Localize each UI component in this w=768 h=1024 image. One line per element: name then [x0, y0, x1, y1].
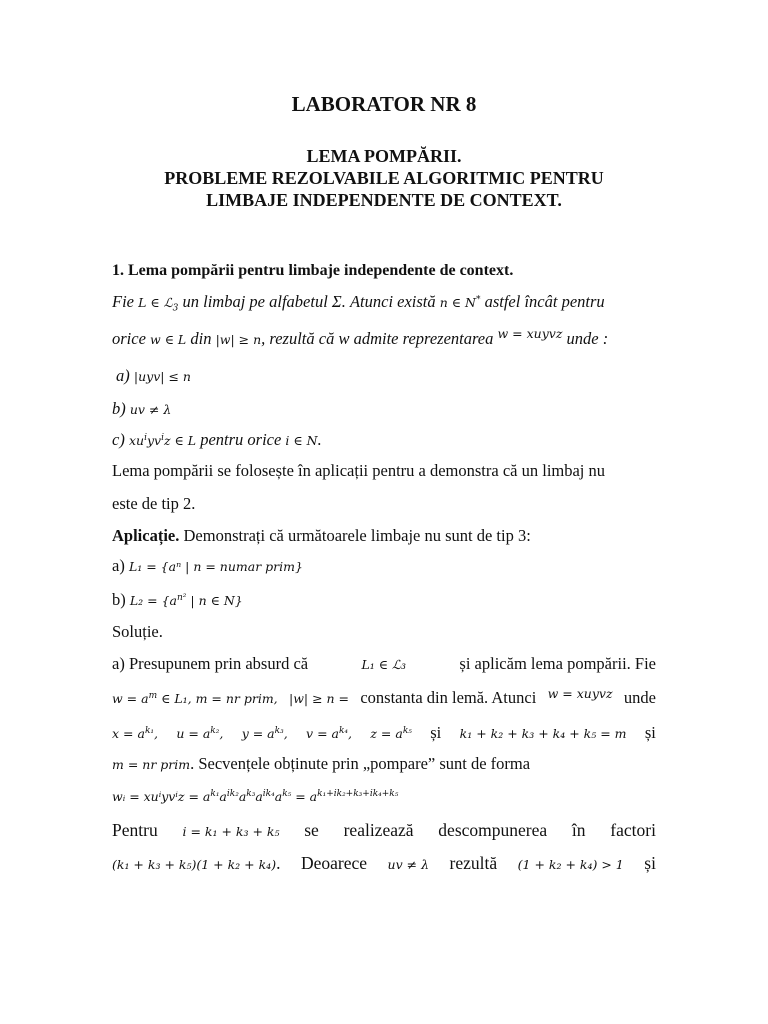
math-expression: L ∈ ℒ$_3$ [138, 295, 179, 314]
math-expression: (k₁ + k₃ + k₅)(1 + k₂ + k₄) [112, 857, 277, 872]
math-group: (k₁ + k₃ + k₅)(1 + k₂ + k₄). [112, 853, 281, 873]
math-expression: |w| ≥ n = [288, 691, 350, 706]
math-expression: w = xuyvz [497, 326, 563, 341]
math-expression: m = nr prim [112, 757, 191, 772]
solution-label: Soluție. [112, 622, 163, 641]
math-expression: w ∈ L [150, 332, 187, 347]
math-expression: $L_2 = \{a^{n^2}$ | n ∈ N} [129, 592, 243, 608]
lemma-text: unde : [566, 329, 609, 348]
application-line [112, 526, 531, 546]
lemma-text: un limbaj pe alfabetul Σ. Atunci există [182, 292, 436, 311]
section-heading: 1. Lema pompării pentru limbaje independente de context. [112, 262, 514, 279]
math-expression: uv ≠ λ [129, 402, 172, 417]
math-expression: i ∈ N [285, 433, 318, 448]
math-expression: $z = a^{k_5}$ [370, 725, 412, 741]
proof-line-5 [112, 786, 398, 806]
subtitle-line-2: PROBLEME REZOLVABILE ALGORITMIC PENTRU [164, 168, 604, 188]
proof-line-6: Pentru i = k₁ + k₃ + k₅ se realizează descompunerea în factori [112, 820, 656, 840]
lemma-text: Fie [112, 292, 134, 311]
subtitle-line-1: LEMA POMPĂRII. [306, 146, 462, 166]
lemma-text: orice [112, 329, 146, 348]
math-expression: L₁ ∈ ℒ₃ [361, 657, 407, 672]
proof-line-3: $x = a^{k_1}$, $u = a^{k_2}$, $y = a^{k_3}$, $v = a^{k_4}$, $z = a^{k_5}$ și k₁ + k₂ + k₃ + k₄ + k₅ = m și [112, 723, 656, 742]
condition-c: c) $xu^iyv^iz$ ∈ L pentru orice i ∈ N. [112, 430, 322, 449]
usage-paragraph-line-1: Lema pompării se folosește în aplicații pentru a demonstra că un limbaj nu [112, 461, 606, 480]
page-title: LABORATOR NR 8 [291, 92, 477, 116]
lemma-text: astfel încât pentru [484, 292, 605, 311]
proof-line-1: a) Presupunem prin absurd că L₁ ∈ ℒ₃ și aplicăm lema pompării. Fie [112, 654, 656, 673]
math-expression: |uyv| ≤ n [133, 369, 191, 384]
math-expression: $v = a^{k_4}$, [306, 725, 353, 741]
lemma-line-1 [112, 292, 605, 314]
application-text: Demonstrați că următoarele limbaje nu sunt de tip 3: [183, 526, 531, 545]
math-expression: w = xuyvz [547, 686, 613, 701]
math-expression: uv ≠ λ [387, 857, 430, 872]
math-expression: (1 + k₂ + k₄) > 1 [517, 857, 624, 872]
application-label: Aplicație. [112, 526, 180, 545]
math-expression: wᵢ = $xu^iyv^iz = a^{k_1}a^{ik_2}a^{k_3}a^{ik_4}a^{k_5} = a^{k_1+ik_2+k_3+ik_4+k_5}$ [112, 788, 399, 804]
math-expression: $y = a^{k_3}$, [241, 725, 288, 741]
math-expression: $x = a^{k_1}$, [112, 725, 158, 741]
lemma-text: , rezultă că w admite reprezentarea [261, 329, 494, 348]
math-expression: L₁ = {aⁿ | n = numar prim} [128, 559, 303, 574]
usage-paragraph-line-2: este de tip 2. [112, 494, 196, 513]
lemma-text: din [190, 329, 212, 348]
math-expression: $u = a^{k_2}$, [176, 725, 224, 741]
math-expression: i = k₁ + k₃ + k₅ [182, 824, 280, 839]
lemma-line-2 [112, 326, 609, 349]
proof-line-2: $w = a^m$ ∈ L₁, m = nr prim, |w| ≥ n = constanta din lemă. Atunci w = xuyvz unde [112, 686, 656, 707]
math-expression: n ∈ N* [439, 294, 481, 310]
language-a: a) L₁ = {aⁿ | n = numar prim} [112, 556, 303, 575]
math-expression: $w = a^m$ ∈ L₁, m = nr prim, [112, 690, 278, 706]
proof-line-7: (k₁ + k₃ + k₅)(1 + k₂ + k₄). Deoarece uv ≠ λ rezultă (1 + k₂ + k₄) > 1 și [112, 853, 656, 873]
condition-a: a) |uyv| ≤ n [116, 366, 191, 385]
language-b: b) $L_2 = \{a^{n^2}$ | n ∈ N} [112, 590, 243, 609]
subtitle-line-3: LIMBAJE INDEPENDENTE DE CONTEXT. [206, 190, 562, 210]
proof-line-4: m = nr prim. Secvențele obținute prin „pompare” sunt de forma [112, 754, 531, 773]
math-expression: |w| ≥ n [215, 332, 262, 347]
math-expression: k₁ + k₂ + k₃ + k₄ + k₅ = m [459, 726, 627, 741]
condition-b: b) uv ≠ λ [112, 399, 172, 418]
math-expression: $xu^iyv^iz$ ∈ L [128, 432, 197, 448]
